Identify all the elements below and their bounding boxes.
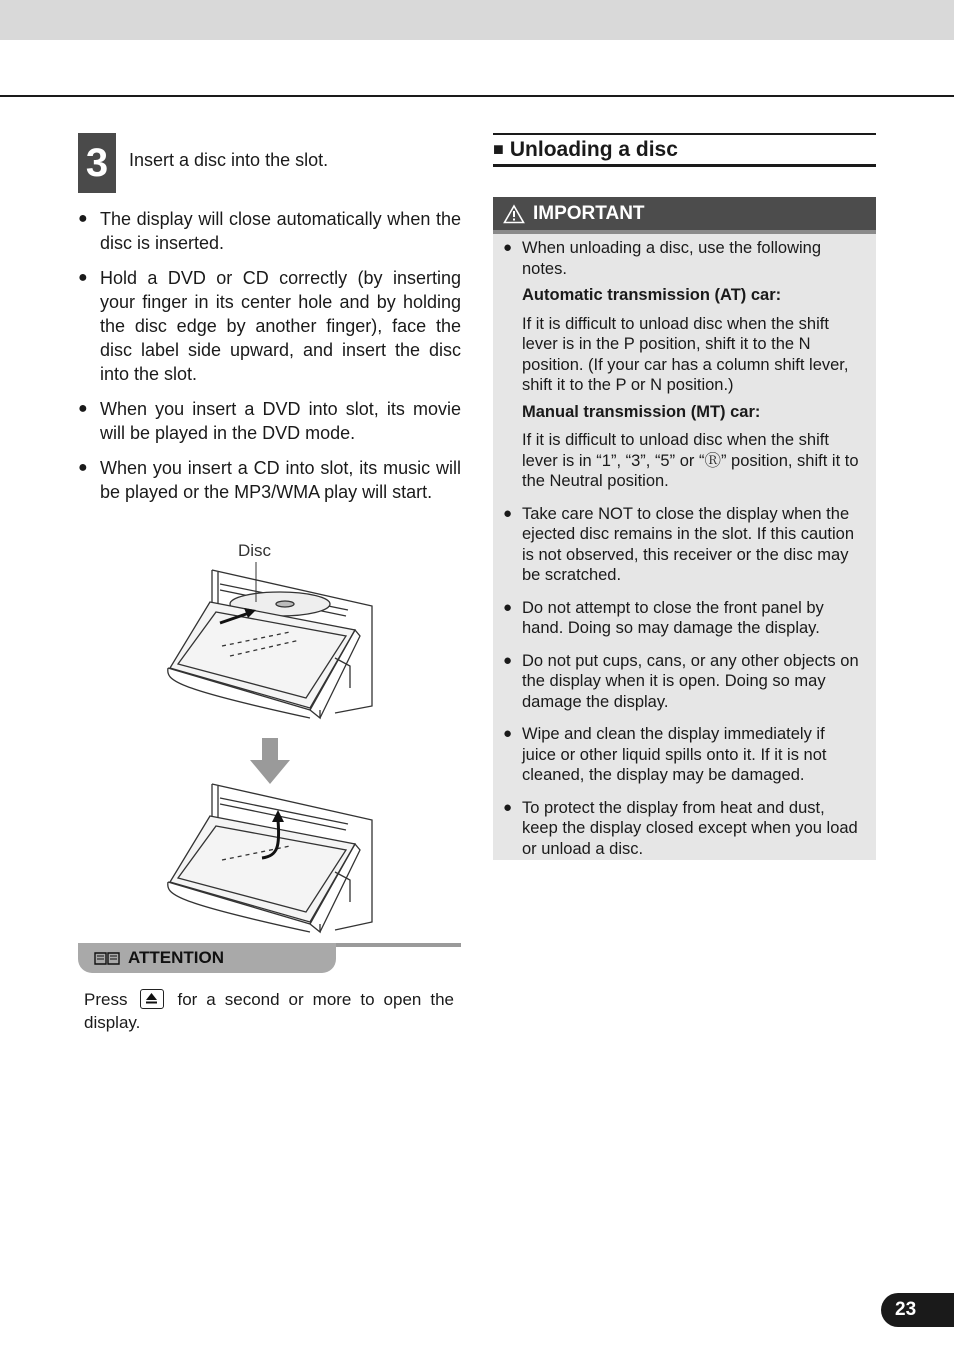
list-item: ● Do not attempt to close the front panel by hand. Doing so may damage the display. (503, 598, 824, 637)
bullet-icon: ● (503, 598, 513, 616)
list-item: ● When you insert a DVD into slot, its movie will be played in the DVD mode. (78, 399, 461, 443)
important-box (493, 197, 876, 860)
bullet-icon: ● (503, 725, 513, 742)
section-marker-icon: ■ (493, 139, 504, 159)
list-item: ● The display will close automatically when the disc is inserted. (78, 209, 461, 253)
at-car-text: If it is difficult to unload disc when the shift lever is in the P position, shift it to the N position. (If your car has a column shift lever, shift it to the P or N position.) (522, 314, 849, 394)
mt-car-heading: Manual transmission (MT) car: (522, 402, 761, 421)
bullet-icon: ● (503, 798, 513, 816)
important-list (493, 234, 876, 859)
bullet-icon: ● (78, 400, 88, 417)
list-item: ● Do not put cups, cans, or any other objects on the display when it is open. Doing so may damage the display. (503, 651, 859, 711)
list-item: ● When unloading a disc, use the following notes. Automatic transmission (AT) car: If it is difficult to unload disc when the shift lever is in the P position, shift it to the N position. (If your car has a column shift lever, shift it to the P or N position.) Manual transmission (MT) car: If it is difficult to unload disc when the shift lever is in “1”, “3”, “5” or “Ⓡ” position, shift it to the Neutral position. (503, 238, 862, 492)
warning-triangle-icon (503, 204, 525, 224)
header-band (0, 0, 954, 40)
section-title: ■ Unloading a disc (493, 133, 876, 167)
header-rule (0, 95, 954, 97)
eject-icon (140, 989, 164, 1009)
list-item: ● When you insert a CD into slot, its music will be played or the MP3/WMA play will start. (78, 458, 461, 502)
page-number: 23 (881, 1293, 954, 1327)
important-title: IMPORTANT (533, 202, 645, 224)
disc-insertion-illustration (160, 538, 382, 938)
left-bullet-list (78, 207, 461, 515)
receiver-illustration-graphic (160, 538, 382, 938)
important-header (493, 197, 876, 234)
step-number: 3 (78, 133, 116, 193)
attention-title: ATTENTION (128, 948, 225, 967)
list-item: ● To protect the display from heat and dust, keep the display closed except when you load or unload a disc. (503, 798, 858, 858)
bullet-icon: ● (78, 269, 88, 286)
list-item: ● Take care NOT to close the display when the ejected disc remains in the slot. If this caution is not observed, this receiver or the disc may be scratched. (503, 504, 854, 584)
disc-label: Disc (238, 541, 272, 560)
bullet-icon: ● (503, 239, 513, 256)
book-icon (94, 950, 120, 966)
step-text: Insert a disc into the slot. (129, 150, 329, 170)
attention-text: Press for a second or more to open the display. (84, 990, 454, 1032)
mt-car-text: If it is difficult to unload disc when the shift lever is in “1”, “3”, “5” or “Ⓡ” position, shift it to the Neutral position. (522, 431, 859, 490)
bullet-icon: ● (503, 504, 513, 522)
list-item: ● Hold a DVD or CD correctly (by inserting your finger in its center hole and by holding the disc edge by another finger), face the disc label side upward, and insert the disc into the slot. (78, 268, 461, 384)
bullet-icon: ● (78, 210, 88, 227)
at-car-heading: Automatic transmission (AT) car: (522, 286, 782, 304)
attention-header (78, 943, 336, 973)
list-item: ● Wipe and clean the display immediately if juice or other liquid spills onto it. If it is not cleaned, the display may be damaged. (503, 725, 827, 784)
bullet-icon: ● (78, 459, 88, 476)
bullet-icon: ● (503, 651, 513, 669)
